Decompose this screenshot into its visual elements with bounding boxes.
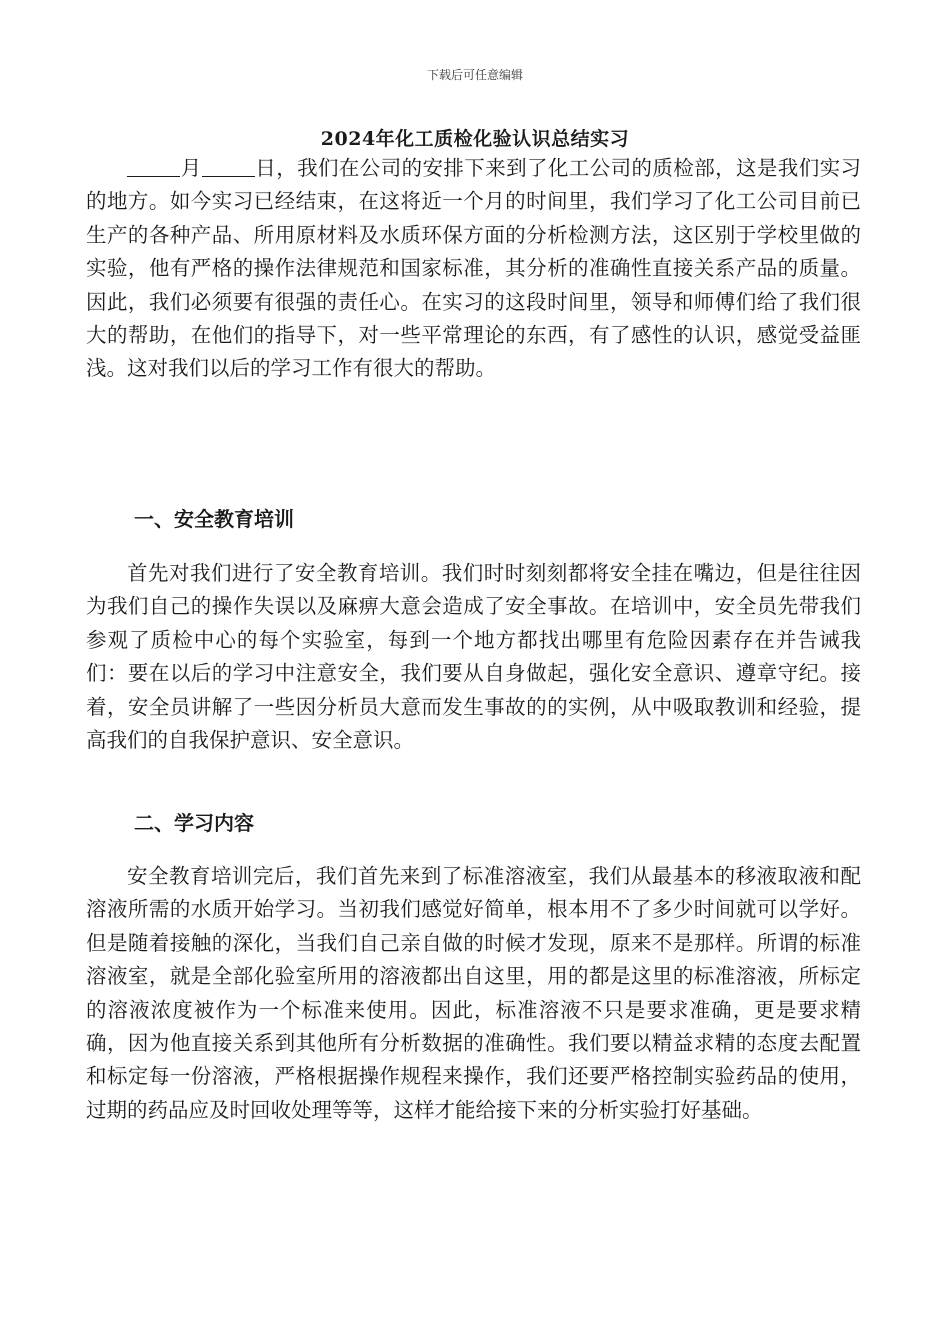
section-body-learning: 安全教育培训完后，我们首先来到了标准溶液室，我们从最基本的移液取液和配溶液所需的水质开始学习。当初我们感觉好简单，根本用不了多少时间就可以学好。但是随着接触的深化，当我们自己亲自做的时候才发现，原来不是那样。所谓的标准溶液室，就是全部化验室所用的溶液都出自这里，用的都是这里的标准溶液，所标定的溶液浓度被作为一个标准来使用。因此，标准溶液不只是要求准确，更是要求精确，因为他直接关系到其他所有分析数据的准确性。我们要以精益求精的态度去配置和标定每一份溶液，严格根据操作规程来操作，我们还要严格控制实验药品的使用，过期的药品应及时回收处理等等，这样才能给接下来的分析实验打好基础。 <box>86 864 861 1122</box>
intro-text: 日，我们在公司的安排下来到了化工公司的质检部，这是我们实习的地方。如今实习已经结束，在这将近一个月的时间里，我们学习了化工公司目前已生产的各种产品、所用原材料及水质环保方面的分析检测方法，这区别于学校里做的实验，他有严格的操作法律规范和国家标准，其分析的准确性直接关系产品的质量。因此，我们必须要有很强的责任心。在实习的这段时间里，领导和师傅们给了我们很大的帮助，在他们的指导下，对一些平常理论的东西，有了感性的认识，感觉受益匪浅。这对我们以后的学习工作有很大的帮助。 <box>86 156 862 381</box>
date-blank-day <box>202 156 255 178</box>
section-heading-learning: 二、学习内容 <box>134 811 254 835</box>
section-heading-safety: 一、安全教育培训 <box>134 507 294 531</box>
document-title: 2024年化工质检化验认识总结实习 <box>320 128 630 150</box>
intro-paragraph <box>86 152 861 386</box>
header-note: 下载后可任意编辑 <box>426 68 523 82</box>
section-body-safety: 首先对我们进行了安全教育培训。我们时时刻刻都将安全挂在嘴边，但是往往因为我们自己的操作失误以及麻痹大意会造成了安全事故。在培训中，安全员先带我们参观了质检中心的每个实验室，每到一个地方都找出哪里有危险因素存在并告诫我们：要在以后的学习中注意安全，我们要从自身做起，强化安全意识、遵章守纪。接着，安全员讲解了一些因分析员大意而发生事故的的实例，从中吸取教训和经验，提高我们的自我保护意识、安全意识。 <box>86 561 861 753</box>
date-blank-month <box>127 156 180 178</box>
intro-month-label: 月 <box>180 156 202 180</box>
